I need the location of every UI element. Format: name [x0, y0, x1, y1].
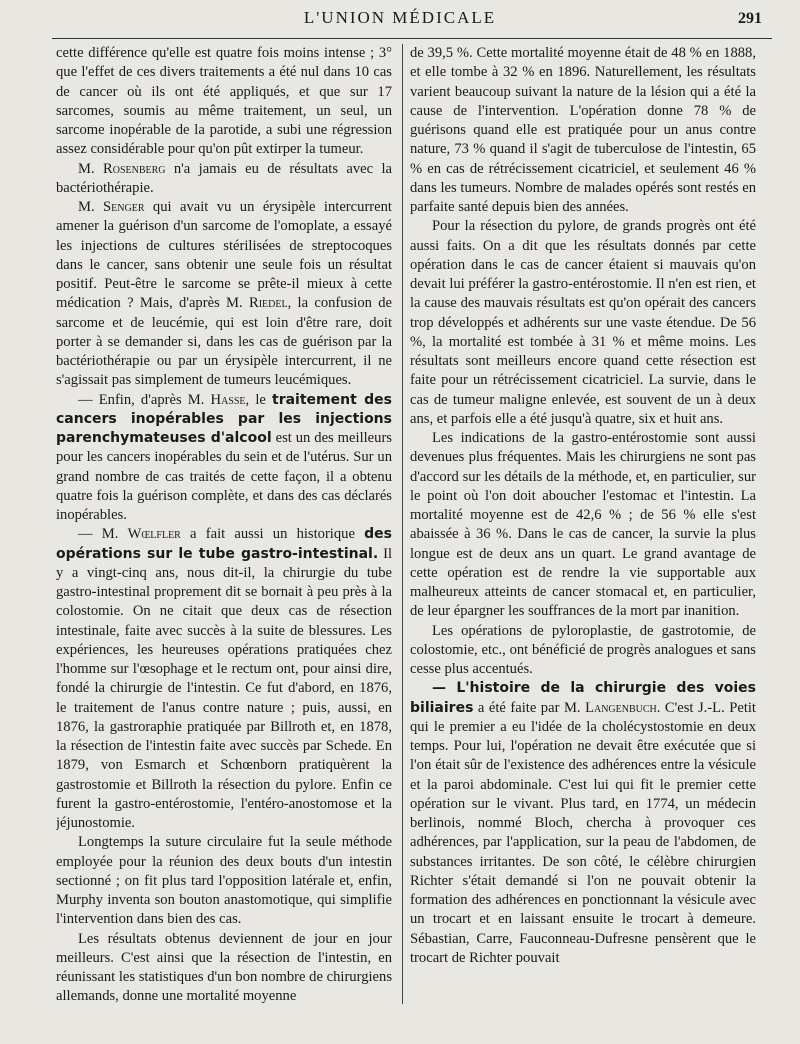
left-column: [56, 44, 392, 1034]
paragraph-hasse: [56, 391, 392, 526]
paragraph-pylore: Pour la résection du pylore, de grands progrès ont été aussi faits. On a dit que les résultats donnés par cette opération dans le cas de cancer étaient si mauvais qu'on devait lui préférer la gastro-entérostomie. Il n'en est rien, et la cause des mauvais résultats est qu'on opérait des cancers trop développés et adhérents sur une vaste étendue. De 56 %, la mortalité est tombée à 31 % et même moins. Les résultats sont meilleurs encore quand cette résection est faite pour un rétrécissement cicatriciel. La survie, dans le cas de tumeur maligne enlevée, est souvent de un à deux ans, et parfois elle a été jusqu'à quatre, six et huit ans.: [410, 218, 756, 427]
paragraph-continuation: de 39,5 %. Cette mortalité moyenne était de 48 % en 1888, et elle tombe à 32 % en 1896. Naturellement, les résultats varient beaucoup suivant la nature de la lésion qui a été la cause de l'intervention. L'opération donne 78 % de guérisons quand elle est pratiquée pour un anus contre nature, 73 % quand il s'agit de tuberculose de l'intestin, 65 % en cas de rétrécissement cicatriciel, et seulement 46 % dans les tumeurs. Nombre de malades opérés sont restés en parfaite santé depuis bien des années.: [410, 45, 756, 215]
paragraph-voies-biliaires: [410, 679, 756, 968]
paragraph-text: , le: [245, 391, 272, 408]
author-name: Riedel: [248, 295, 288, 312]
paragraph-suture: Longtemps la suture circulaire fut la seule méthode employée pour la réunion des deux bouts d'un intestin sectionné ; on fit plus tard l'opposition latérale et, enfin, Murphy inventa son bouton anastomotique, qui simplifie l'intervention dans bien des cas.: [56, 834, 392, 928]
author-name: M. Senger: [78, 199, 145, 215]
paragraph-text: a fait aussi un historique: [180, 526, 365, 543]
paragraph-rosenberg: [56, 160, 392, 199]
paragraph-continuation: cette différence qu'elle est quatre fois moins intense ; 3° que l'effet de ces divers traitements a été nul dans 10 cas de cancer où ils ont été appliqués, et que sur 17 sarcomes, soumis au même traitement, un seul, un sarcome inopérable de la parotide, a subi une régression assez considérable pour qu'on pût extirper la tumeur.: [56, 45, 392, 158]
paragraph-text: n'a jamais eu de résultats avec la bactériothérapie.: [56, 160, 392, 196]
column-divider: [402, 44, 403, 1004]
author-name: Hasse: [210, 391, 246, 408]
paragraph-text: a été faite par M.: [473, 699, 586, 716]
paragraph-text: Il y a vingt-cinq ans, nous dit-il, la chirurgie du tube gastro-intestinal proprement dit se bornait à peu près à la colostomie. On ne citait que deux cas de résection intestinale, faite avec succès à la suite de blessures. Les expériences, les heureuses opérations pratiquées chez l'homme sur l'œsophage et le rectum ont, pour ainsi dire, fondé la chirurgie de l'intestin. Ce fut d'abord, en 1876, le traitement de l'anus contre nature ; puis, aussi, en 1876, la gastroraphie pratiquée par Billroth et, en 1878, la résection de l'intestin faite avec succès par Schede. En 1879, von Esmarch et Schœnborn pratiquèrent la gastrostomie et Billroth la résection du pylore. Enfin ce furent la gastro-entérostomie, l'entéro-anostomose et la jéjunostomie.: [56, 545, 392, 831]
paragraph-text: , la confusion de sarcome et de leucémie, qui est loin d'être rare, doit porter à se demander si, dans les cas de guérison par la bactériothérapie ou par un érysipèle intercurrent, il ne s'agissait pas simplement de tumeurs leucémiques.: [56, 295, 392, 389]
paragraph-lead: — M.: [78, 526, 128, 543]
paragraph-text: est un des meilleurs pour les cancers inopérables du sein et de l'utérus. Sur un grand nombre de cas traités de cette façon, il a obtenu quatre fois la guérison complète, et dans des cas déclarés inopérables.: [56, 430, 392, 523]
section-heading: traitement des cancers inopérables par les injections parenchymateuses d'alcool: [56, 391, 392, 446]
header-rule: [52, 38, 772, 39]
paragraph-results: Les résultats obtenus deviennent de jour en jour meilleurs. C'est ainsi que la résection de l'intestin, en réunissant les statistiques d'un bon nombre de chirurgiens allemands, donne une mortalité moyenne: [56, 930, 392, 1005]
section-heading: des opérations sur le tube gastro-intestinal.: [56, 526, 392, 562]
paragraph-text: qui avait vu un érysipèle intercurrent amener la guérison d'un sarcome de l'omoplate, a essayé les injections de cultures stérilisées de streptocoques dans le cancer, sans obtenir une seule fois un résultat positif. Peut-être le sarcome se prête-il mieux à cette médication ? Mais, d'après M.: [56, 199, 392, 312]
paragraph-woelfler: [56, 525, 392, 833]
right-column: [410, 44, 756, 1034]
author-name: M. Rosenberg: [78, 160, 166, 177]
section-heading: — L'histoire de la chirurgie des voies biliaires: [410, 680, 756, 716]
author-name: Langenbuch: [585, 699, 657, 716]
paragraph-gastro-enterostomie: Les indications de la gastro-entérostomie sont aussi devenues plus fréquentes. Mais les chirurgiens ne sont pas d'accord sur les détails de la méthode, et, en particulier, sur le point où l'on doit aboucher l'estomac et l'intestin. La mortalité moyenne est de 42,6 % ; de 56 % elle s'est abaissée à 36 %. Dans le cas de cancer, la survie la plus longue est de deux ans un quart. Le grand avantage de cette opération est de rendre la vie supportable aux malheureux atteints de cancer stomacal et, en particulier, de leur épargner les souffrances de la mort par inanition.: [410, 430, 756, 620]
paragraph-senger: [56, 198, 392, 391]
paragraph-text: . C'est J.-L. Petit qui le premier a eu l'idée de la cholécystostomie en deux temps. Pour lui, l'opération ne devait être exécutée que si l'on était sûr de l'existence des adhérences entre la vésicule et la paroi abdominale. C'est lui qui fit le premier cette opération sur le vivant. Plus tard, en 1774, un médecin berlinois, nommé Bloch, chercha à provoquer ces adhérences, par l'application, sur la peau de l'abdomen, de substances irritantes. De son côté, le célèbre chirurgien Richter s'était demandé si l'on ne pouvait obtenir la formation des adhérences en ponctionnant la vésicule avec un trocart et en laissant ensuite le trocart à demeure. Sébastian, Carre, Fauconneau-Dufresne pensèrent que le trocart de Richter pouvait: [410, 699, 756, 966]
paragraph-lead: — Enfin, d'après M.: [78, 391, 211, 408]
running-title: L'UNION MÉDICALE: [303, 8, 497, 27]
author-name: Wœlfler: [127, 526, 181, 543]
page-number: 291: [738, 10, 762, 27]
page-header: [0, 4, 800, 34]
paragraph-pyloroplastie: Les opérations de pyloroplastie, de gastrotomie, de colostomie, etc., ont bénéficié de progrès analogues et sans cesse plus accentués.: [410, 622, 756, 677]
